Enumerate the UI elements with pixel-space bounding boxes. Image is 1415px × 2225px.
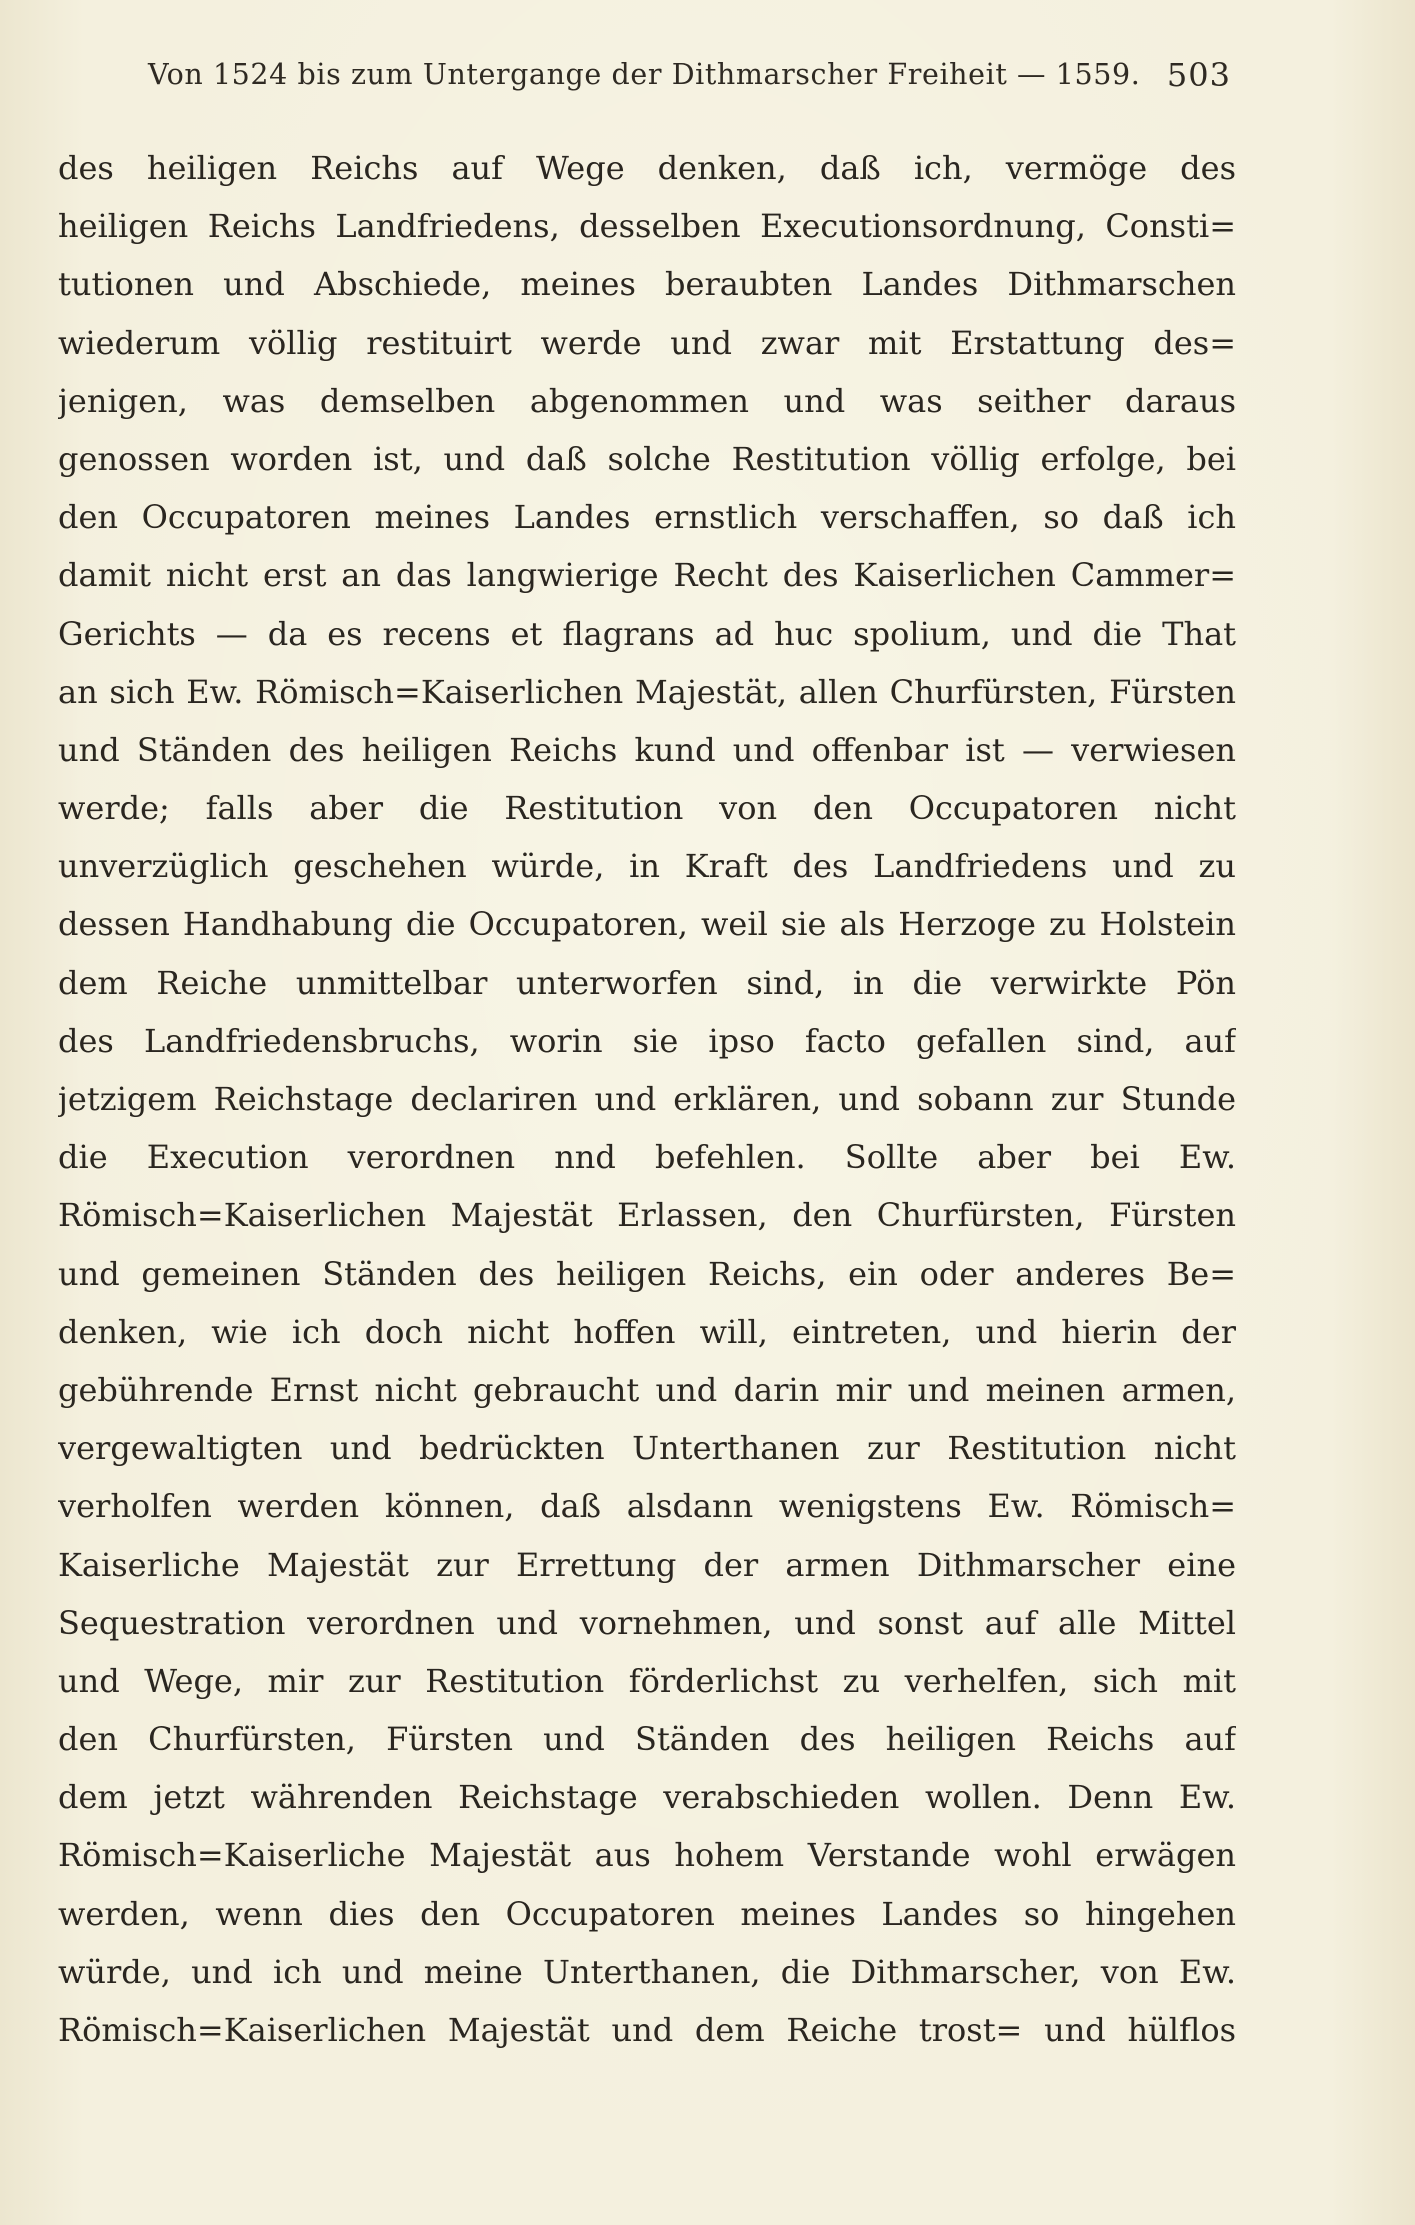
text-line: und gemeinen Ständen des heiligen Reichs, ein oder anderes Be= xyxy=(58,1254,1236,1293)
text-line: verholfen werden können, daß alsdann wenigstens Ew. Römisch= xyxy=(58,1487,1236,1526)
text-line: damit nicht erst an das langwierige Recht des Kaiserlichen Cammer= xyxy=(58,556,1236,595)
text-line: Römisch=Kaiserlichen Majestät und dem Reiche trost= und hülflos xyxy=(58,2011,1236,2049)
text-line: Kaiserliche Majestät zur Errettung der armen Dithmarscher eine xyxy=(58,1545,1236,1584)
text-line: den Churfürsten, Fürsten und Ständen des heiligen Reichs auf xyxy=(58,1720,1236,1759)
text-line: unverzüglich geschehen würde, in Kraft des Landfriedens und zu xyxy=(58,847,1236,886)
text-line: jenigen, was demselben abgenommen und was seither daraus xyxy=(58,381,1236,420)
text-line: heiligen Reichs Landfriedens, desselben Executionsordnung, Consti= xyxy=(58,207,1236,246)
text-line: werden, wenn dies den Occupatoren meines Landes so hingehen xyxy=(58,1894,1236,1933)
text-line: und Wege, mir zur Restitution förderlichst zu verhelfen, sich mit xyxy=(58,1661,1236,1700)
text-line: denken, wie ich doch nicht hoffen will, eintreten, und hierin der xyxy=(58,1312,1236,1351)
running-head: Von 1524 bis zum Untergange der Dithmarscher Freiheit — 1559. xyxy=(148,58,1141,91)
text-line: die Execution verordnen nnd befehlen. Sollte aber bei Ew. xyxy=(58,1138,1236,1177)
body-text xyxy=(58,139,1236,2059)
text-line: jetzigem Reichstage declariren und erklären, und sobann zur Stunde xyxy=(58,1080,1236,1118)
page-number: 503 xyxy=(1166,56,1231,94)
text-line: den Occupatoren meines Landes ernstlich verschaffen, so daß ich xyxy=(58,498,1236,537)
text-line: wiederum völlig restituirt werde und zwar mit Erstattung des= xyxy=(58,323,1236,362)
text-line: und Ständen des heiligen Reichs kund und offenbar ist — verwiesen xyxy=(58,730,1236,769)
text-line: des Landfriedensbruchs, worin sie ipso facto gefallen sind, auf xyxy=(58,1021,1236,1060)
text-line: dem jetzt währenden Reichstage verabschieden wollen. Denn Ew. xyxy=(58,1778,1236,1817)
text-line: genossen worden ist, und daß solche Restitution völlig erfolge, bei xyxy=(58,439,1236,478)
text-line: gebührende Ernst nicht gebraucht und darin mir und meinen armen, xyxy=(58,1370,1236,1409)
text-line: tutionen und Abschiede, meines beraubten Landes Dithmarschen xyxy=(58,265,1236,304)
text-line: Römisch=Kaiserliche Majestät aus hohem Verstande wohl erwägen xyxy=(58,1836,1236,1875)
text-line: dem Reiche unmittelbar unterworfen sind, in die verwirkte Pön xyxy=(58,963,1236,1002)
page-header xyxy=(0,54,1415,104)
text-line: werde; falls aber die Restitution von den Occupatoren nicht xyxy=(58,789,1236,828)
text-line: Römisch=Kaiserlichen Majestät Erlassen, den Churfürsten, Fürsten xyxy=(58,1196,1236,1235)
text-line: würde, und ich und meine Unterthanen, die Dithmarscher, von Ew. xyxy=(58,1952,1236,1991)
text-line: des heiligen Reichs auf Wege denken, daß ich, vermöge des xyxy=(58,149,1236,187)
text-line: an sich Ew. Römisch=Kaiserlichen Majestät, allen Churfürsten, Fürsten xyxy=(58,672,1236,711)
text-line: Sequestration verordnen und vornehmen, und sonst auf alle Mittel xyxy=(58,1603,1236,1642)
text-line: Gerichts — da es recens et flagrans ad huc spolium, und die That xyxy=(58,614,1236,653)
text-line: vergewaltigten und bedrückten Unterthanen zur Restitution nicht xyxy=(58,1429,1236,1468)
text-line: dessen Handhabung die Occupatoren, weil sie als Herzoge zu Holstein xyxy=(58,905,1236,944)
